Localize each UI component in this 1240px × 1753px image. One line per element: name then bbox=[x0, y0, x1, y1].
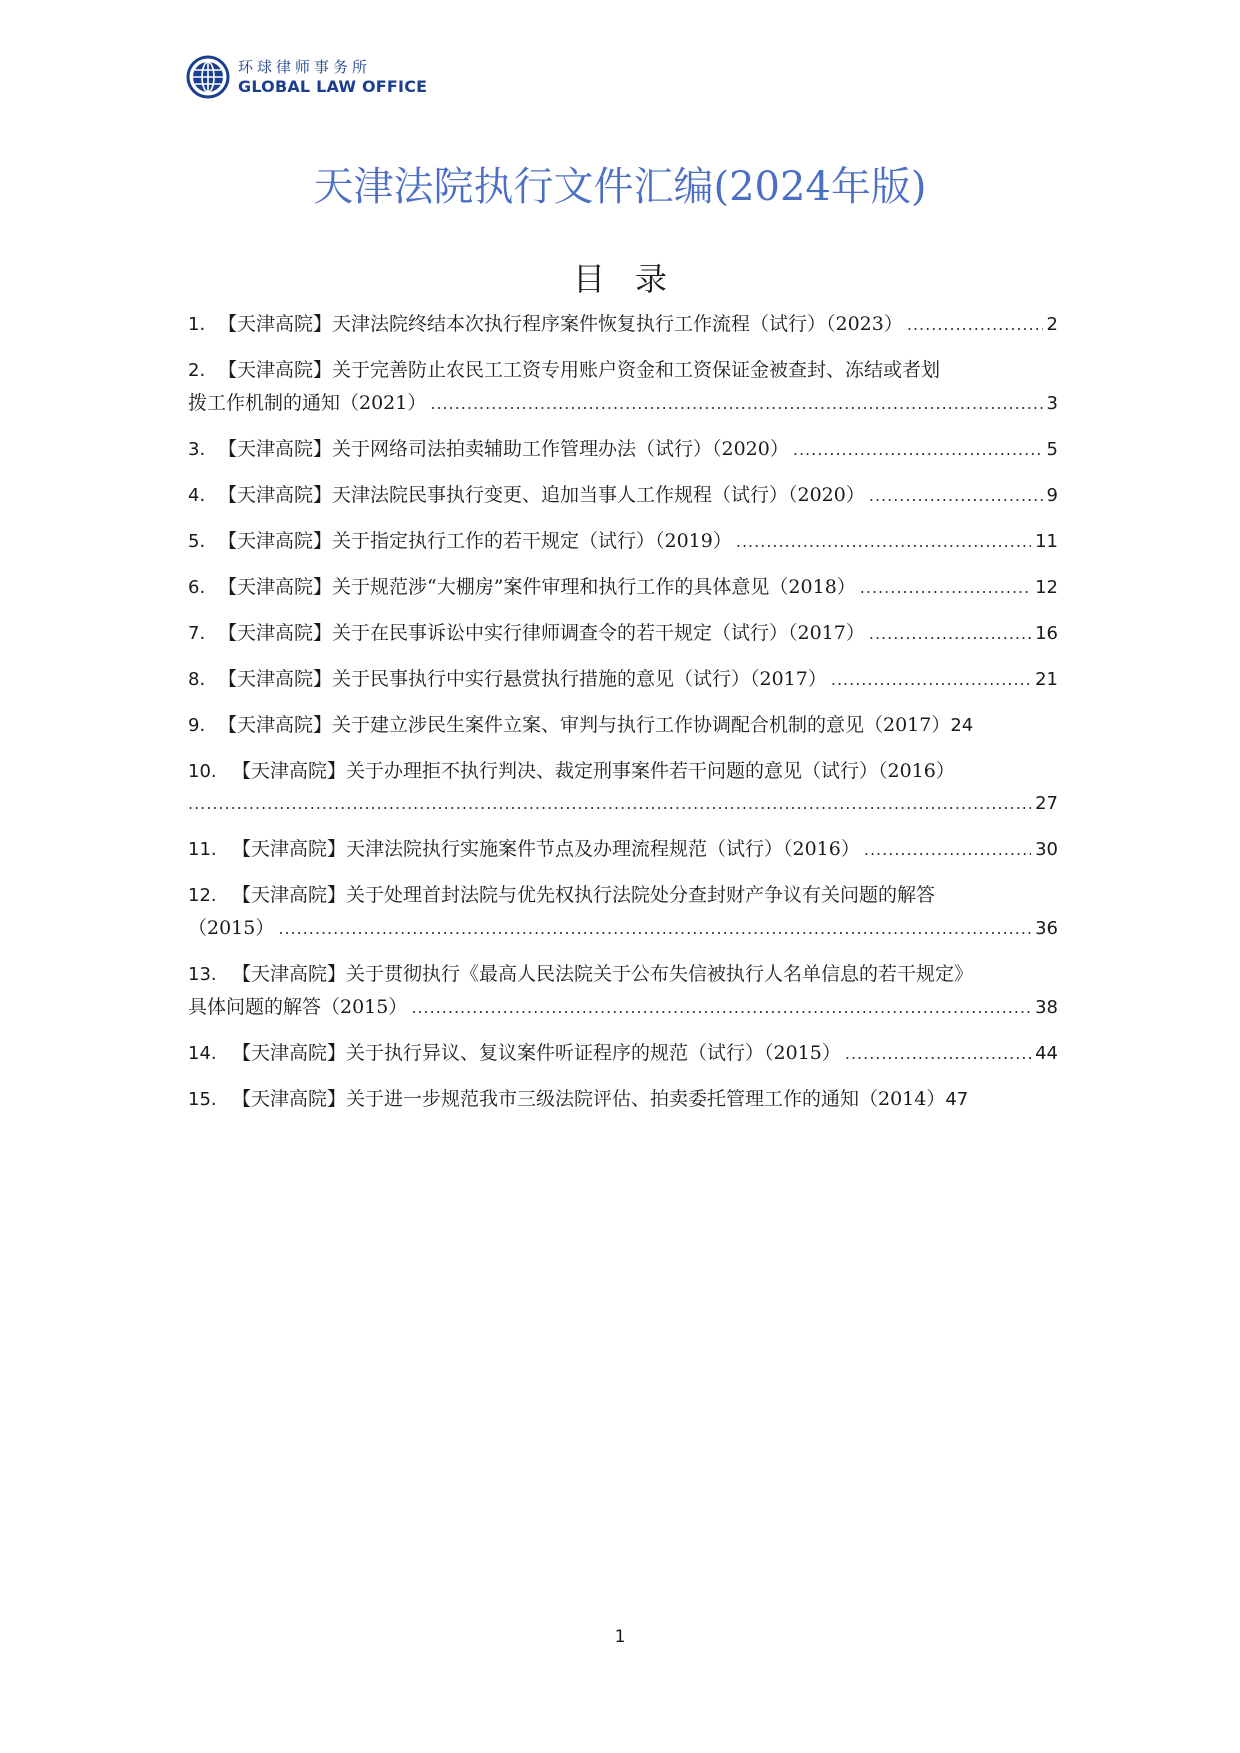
toc-entry-4[interactable] bbox=[188, 479, 1058, 512]
dot-leader bbox=[869, 618, 1031, 650]
entry-number: 5. bbox=[188, 531, 206, 552]
entry-number: 3. bbox=[188, 439, 206, 460]
toc-entry-15[interactable] bbox=[188, 1083, 1058, 1116]
table-of-contents bbox=[188, 308, 1058, 1116]
toc-entry-14[interactable] bbox=[188, 1037, 1058, 1070]
entry-title: 【天津高院】天津法院执行实施案件节点及办理流程规范（试行）（2016） bbox=[232, 838, 860, 860]
dot-leader bbox=[845, 1038, 1031, 1070]
toc-entry-2[interactable] bbox=[188, 354, 1058, 420]
entry-number: 9. bbox=[188, 715, 206, 736]
dot-leader bbox=[188, 788, 1031, 820]
entry-page: 30 bbox=[1035, 839, 1058, 860]
entry-page: 9 bbox=[1046, 485, 1058, 506]
dot-leader bbox=[860, 572, 1031, 604]
dot-leader bbox=[736, 526, 1031, 558]
entry-page: 21 bbox=[1035, 669, 1058, 690]
entry-page: 38 bbox=[1035, 997, 1058, 1018]
toc-entry-3[interactable] bbox=[188, 433, 1058, 466]
entry-number: 4. bbox=[188, 485, 206, 506]
entry-page: 27 bbox=[1035, 793, 1058, 814]
toc-entry-9[interactable] bbox=[188, 709, 1058, 742]
toc-entry-6[interactable] bbox=[188, 571, 1058, 604]
entry-number: 1. bbox=[188, 314, 206, 335]
dot-leader bbox=[430, 388, 1042, 420]
dot-leader bbox=[793, 434, 1043, 466]
entry-page: 11 bbox=[1035, 531, 1058, 552]
entry-title: 【天津高院】关于指定执行工作的若干规定（试行）（2019） bbox=[218, 530, 732, 552]
entry-title: 【天津高院】关于规范涉“大棚房”案件审理和执行工作的具体意见（2018） bbox=[218, 576, 856, 598]
entry-title-cont: 具体问题的解答（2015） bbox=[188, 996, 408, 1018]
entry-page: 2 bbox=[1046, 314, 1058, 335]
dot-leader bbox=[278, 913, 1031, 945]
entry-title: 【天津高院】关于网络司法拍卖辅助工作管理办法（试行）（2020） bbox=[218, 438, 789, 460]
entry-title: 【天津高院】关于办理拒不执行判决、裁定刑事案件若干问题的意见（试行）（2016） bbox=[232, 760, 955, 782]
entry-number: 10. bbox=[188, 761, 217, 782]
page-number: 1 bbox=[614, 1627, 626, 1647]
entry-number: 7. bbox=[188, 623, 206, 644]
toc-entry-10[interactable] bbox=[188, 755, 1058, 820]
entry-number: 6. bbox=[188, 577, 206, 598]
toc-heading: 目录 bbox=[572, 260, 697, 298]
toc-entry-11[interactable] bbox=[188, 833, 1058, 866]
entry-title: 【天津高院】关于执行异议、复议案件听证程序的规范（试行）（2015） bbox=[232, 1042, 841, 1064]
firm-logo bbox=[186, 52, 427, 102]
entry-page: 24 bbox=[950, 715, 974, 736]
entry-title: 【天津高院】天津法院民事执行变更、追加当事人工作规程（试行）（2020） bbox=[218, 484, 865, 506]
entry-page: 16 bbox=[1035, 623, 1058, 644]
entry-number: 13. bbox=[188, 964, 217, 985]
entry-title: 【天津高院】关于完善防止农民工工资专用账户资金和工资保证金被查封、冻结或者划 bbox=[218, 359, 941, 381]
entry-title: 【天津高院】关于在民事诉讼中实行律师调查令的若干规定（试行）（2017） bbox=[218, 622, 865, 644]
entry-number: 2. bbox=[188, 360, 206, 381]
entry-page: 5 bbox=[1046, 439, 1058, 460]
entry-page: 3 bbox=[1046, 393, 1058, 414]
entry-page: 44 bbox=[1035, 1043, 1058, 1064]
entry-number: 14. bbox=[188, 1043, 217, 1064]
entry-page: 36 bbox=[1035, 918, 1058, 939]
entry-title: 【天津高院】关于处理首封法院与优先权执行法院处分查封财产争议有关问题的解答 bbox=[232, 884, 936, 906]
entry-title: 【天津高院】天津法院终结本次执行程序案件恢复执行工作流程（试行）（2023） bbox=[218, 313, 903, 335]
entry-number: 12. bbox=[188, 885, 217, 906]
entry-title: 【天津高院】关于贯彻执行《最高人民法院关于公布失信被执行人名单信息的若干规定》 bbox=[232, 963, 974, 985]
entry-title: 【天津高院】关于民事执行中实行悬赏执行措施的意见（试行）（2017） bbox=[218, 668, 827, 690]
dot-leader bbox=[864, 834, 1031, 866]
toc-entry-5[interactable] bbox=[188, 525, 1058, 558]
entry-title-cont: 拨工作机制的通知（2021） bbox=[188, 392, 427, 414]
document-title: 天津法院执行文件汇编(2024年版) bbox=[313, 164, 927, 210]
toc-entry-12[interactable] bbox=[188, 879, 1058, 945]
entry-title: 【天津高院】关于建立涉民生案件立案、审判与执行工作协调配合机制的意见（2017） bbox=[218, 714, 951, 736]
dot-leader bbox=[869, 480, 1043, 512]
entry-number: 11. bbox=[188, 839, 217, 860]
toc-entry-1[interactable] bbox=[188, 308, 1058, 341]
toc-entry-8[interactable] bbox=[188, 663, 1058, 696]
firm-name-cn: 环球律师事务所 bbox=[238, 57, 372, 76]
entry-page: 47 bbox=[945, 1089, 969, 1110]
entry-title: 【天津高院】关于进一步规范我市三级法院评估、拍卖委托管理工作的通知（2014） bbox=[232, 1088, 946, 1110]
dot-leader bbox=[831, 664, 1031, 696]
entry-page: 12 bbox=[1035, 577, 1058, 598]
entry-number: 8. bbox=[188, 669, 206, 690]
toc-entry-13[interactable] bbox=[188, 958, 1058, 1024]
dot-leader bbox=[907, 309, 1043, 341]
entry-number: 15. bbox=[188, 1089, 217, 1110]
dot-leader bbox=[411, 992, 1031, 1024]
entry-title-cont: （2015） bbox=[188, 917, 275, 939]
toc-entry-7[interactable] bbox=[188, 617, 1058, 650]
firm-name-en: GLOBAL LAW OFFICE bbox=[238, 76, 428, 96]
globe-icon bbox=[186, 55, 230, 99]
